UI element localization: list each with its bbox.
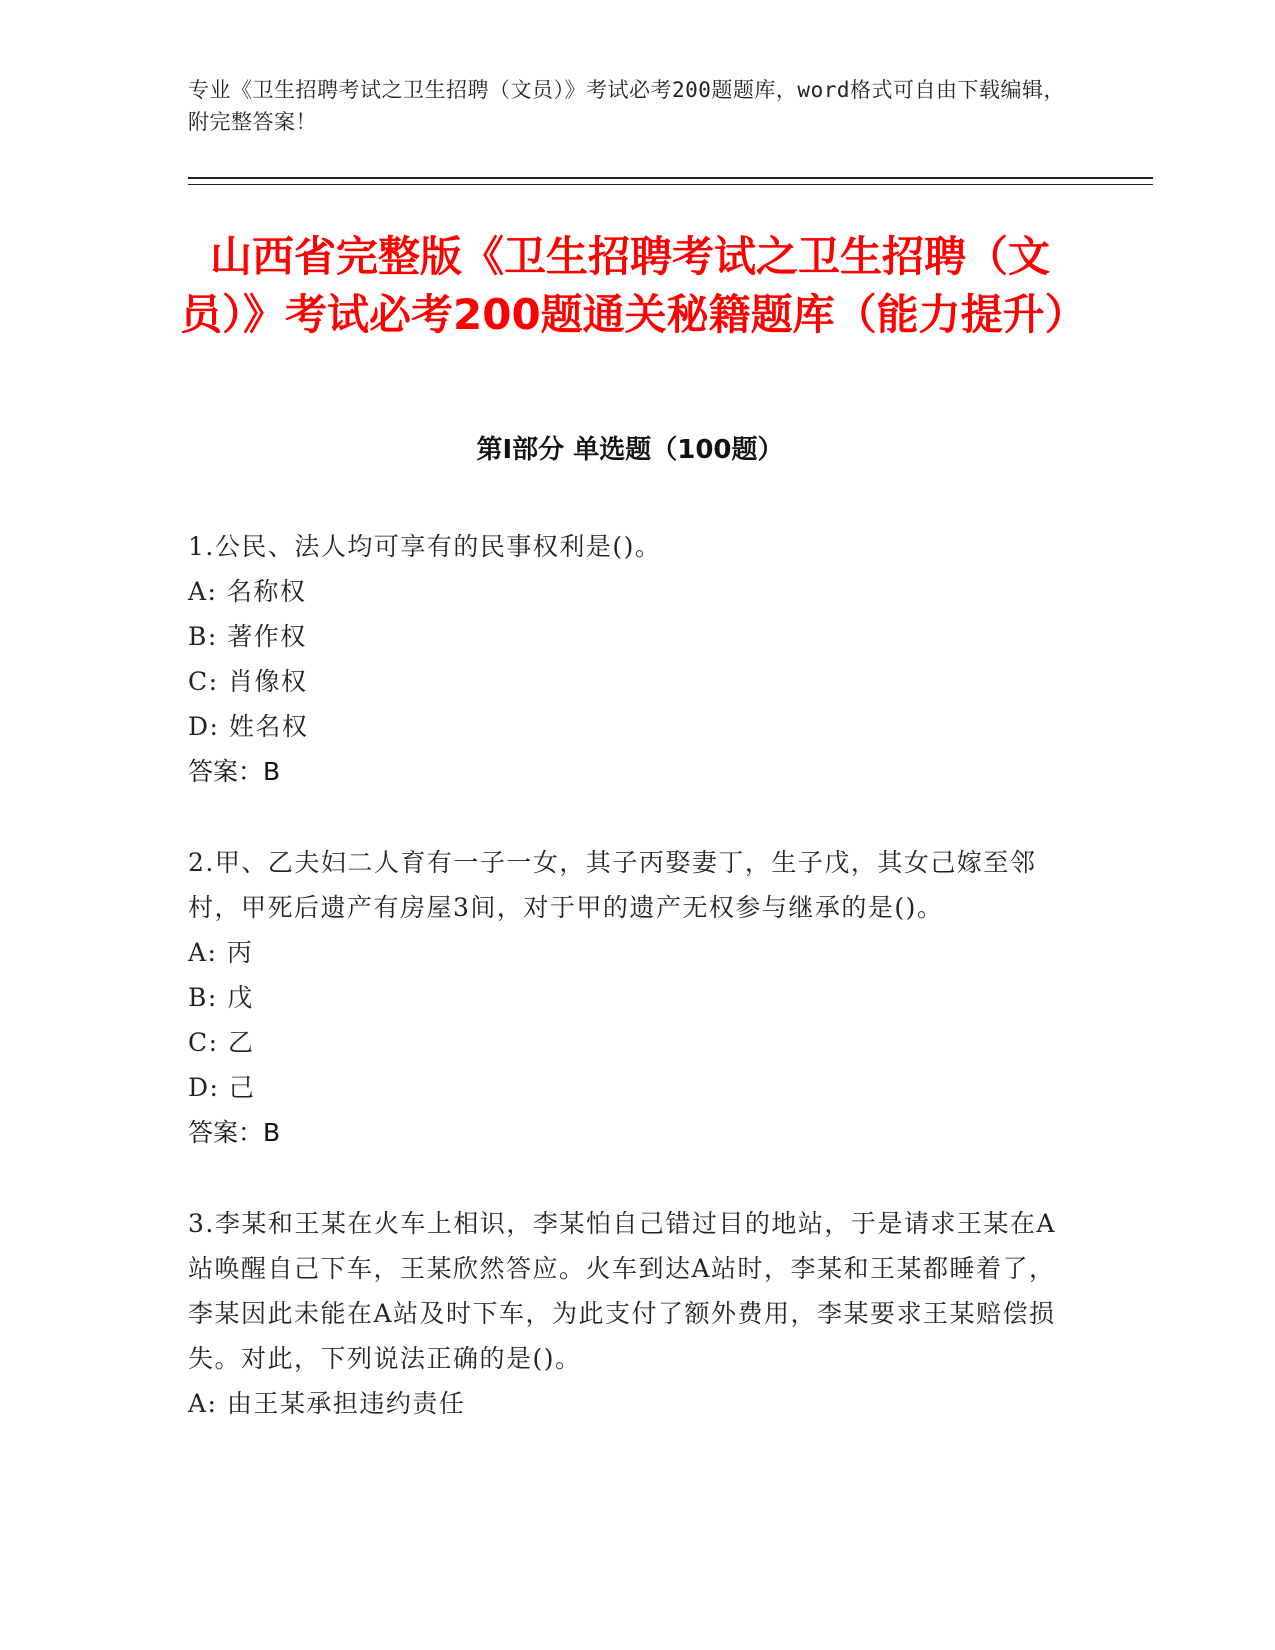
document-title: 山西省完整版《卫生招聘考试之卫生招聘（文员）》考试必考200题通关秘籍题库（能力提升） [180, 232, 1087, 339]
question-option: A: 由王某承担违约责任 [188, 1389, 466, 1418]
question-stem: 3.李某和王某在火车上相识，李某怕自己错过目的地站，于是请求王某在A站唤醒自己下车，王某欣然答应。火车到达A站时，李某和王某都睡着了，李某因此未能在A站及时下车，为此支付了额外费用，李某要求王某赔偿损失。对此，下列说法正确的是()。 [188, 1209, 1056, 1373]
header-divider-thick [188, 177, 1153, 179]
question-answer: 答案：B [188, 757, 281, 786]
question-option: A: 丙 [188, 938, 254, 967]
question-option: D: 姓名权 [188, 712, 309, 741]
header-divider-thin [188, 184, 1153, 185]
question-option: C: 肖像权 [188, 667, 308, 696]
question-option: C: 乙 [188, 1028, 255, 1057]
question-stem: 1.公民、法人均可享有的民事权利是()。 [188, 532, 662, 561]
header-note: 专业《卫生招聘考试之卫生招聘（文员）》考试必考200题题库，word格式可自由下载编辑，附完整答案！ [188, 78, 1065, 134]
question-list [188, 524, 1068, 1472]
question-option: B: 著作权 [188, 622, 307, 651]
question-3 [188, 1201, 1068, 1426]
section-title: 第I部分 单选题（100题） [476, 435, 784, 465]
question-1 [188, 524, 1068, 794]
question-2 [188, 840, 1068, 1155]
question-answer: 答案：B [188, 1118, 281, 1147]
question-stem: 2.甲、乙夫妇二人育有一子一女，其子丙娶妻丁，生子戊，其女己嫁至邻村，甲死后遗产有房屋3间，对于甲的遗产无权参与继承的是()。 [188, 848, 1037, 922]
question-option: A: 名称权 [188, 577, 307, 606]
question-option: B: 戊 [188, 983, 254, 1012]
question-option: D: 己 [188, 1073, 256, 1102]
